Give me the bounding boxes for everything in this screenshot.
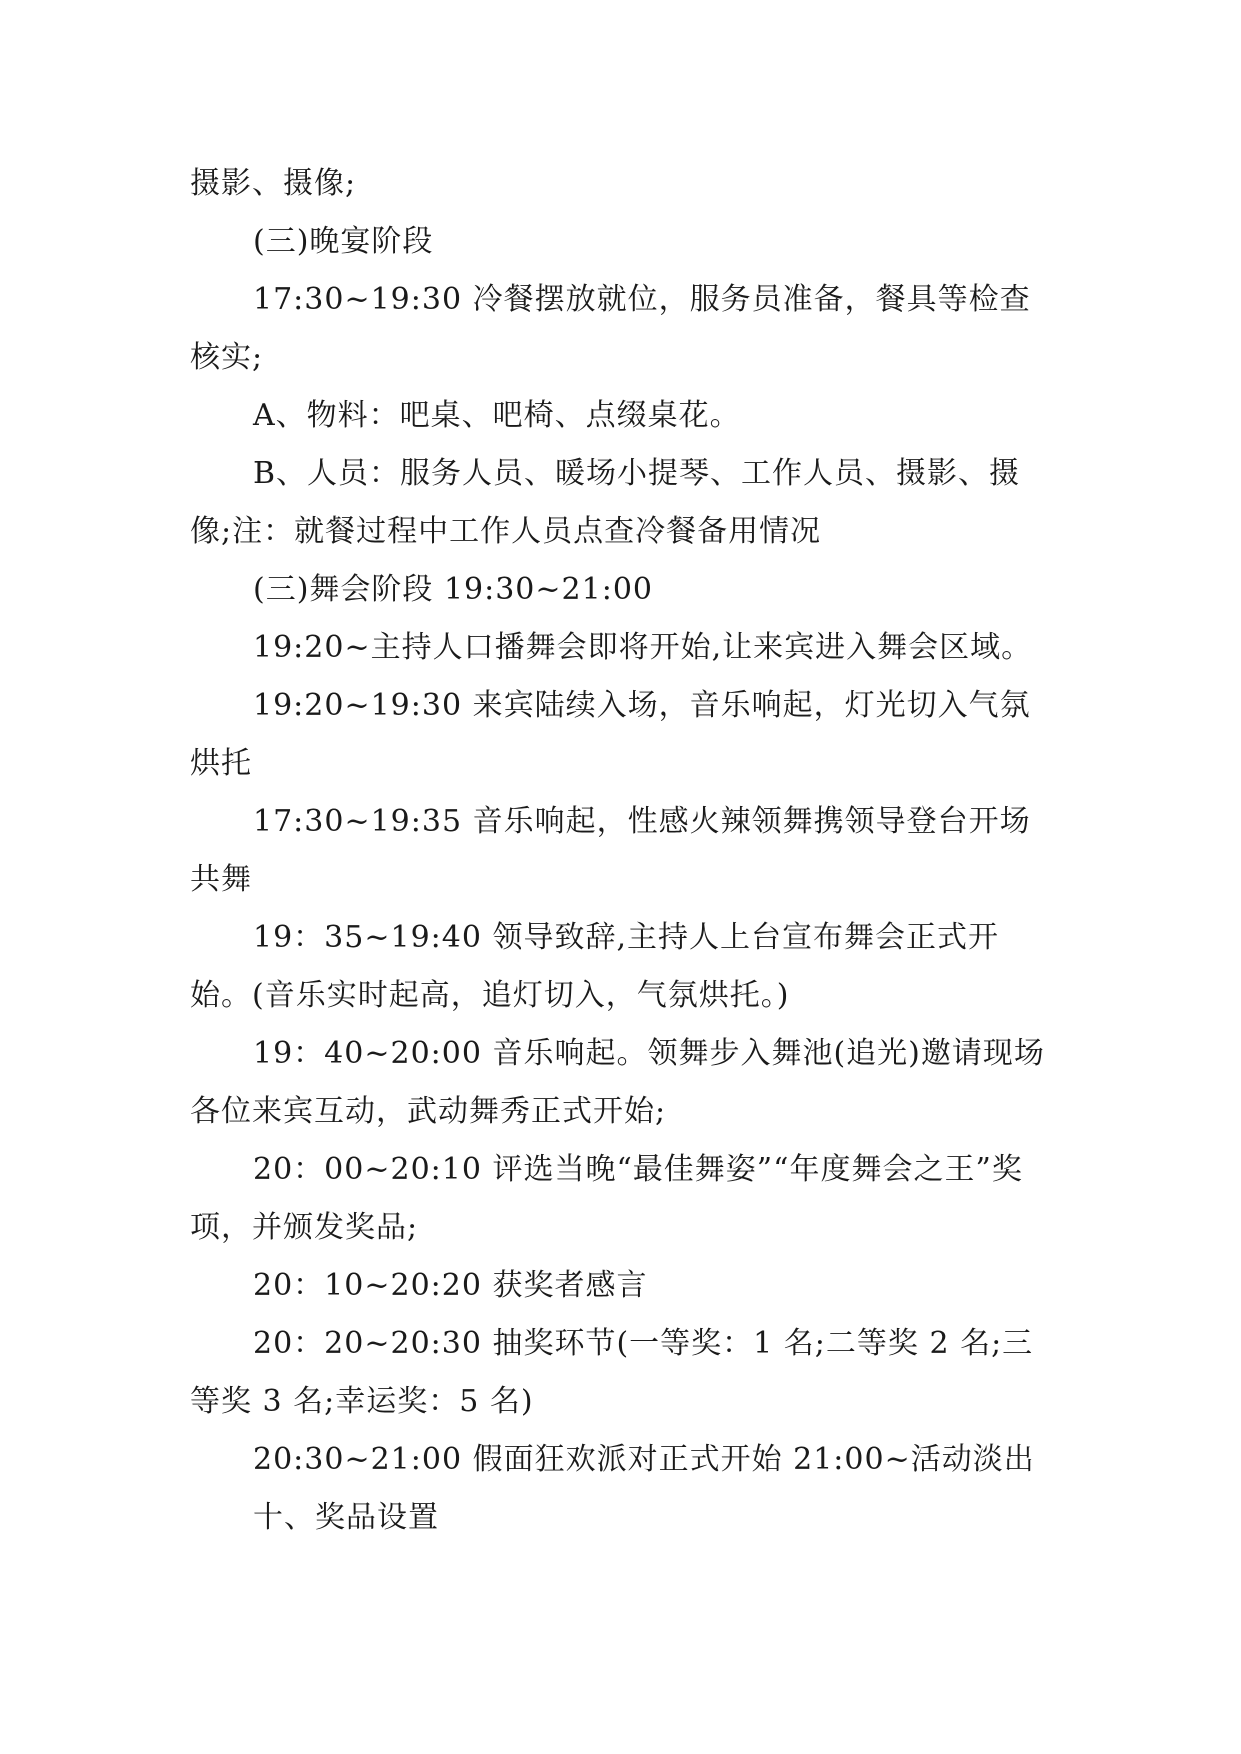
paragraph-host-announce: 19:20~主持人口播舞会即将开始,让来宾进入舞会区域。: [253, 630, 1033, 665]
paragraph-lottery: 20：20~20:30 抽奖环节(一等奖：1 名;二等奖 2 名;三等奖 3 名;幸运奖：5 名): [190, 1326, 1034, 1419]
paragraph-leader-speech: 19：35~19:40 领导致辞,主持人上台宣布舞会正式开始。(音乐实时起高，追灯切入，气氛烘托。): [190, 920, 1000, 1013]
section-heading-dance: (三)舞会阶段 19:30~21:00: [253, 572, 653, 607]
section-heading-prizes: 十、奖品设置: [253, 1500, 439, 1535]
paragraph-awards: 20：00~20:10 评选当晚“最佳舞姿”“年度舞会之王”奖项，并颁发奖品;: [190, 1152, 1023, 1245]
paragraph-continuation: 摄影、摄像;: [190, 166, 357, 201]
paragraph-masquerade: 20:30~21:00 假面狂欢派对正式开始 21:00~活动淡出: [253, 1442, 1035, 1477]
section-heading-banquet: (三)晚宴阶段: [253, 224, 434, 259]
paragraph-winner-speech: 20：10~20:20 获奖者感言: [253, 1268, 648, 1303]
paragraph-guests-enter: 19:20~19:30 来宾陆续入场，音乐响起，灯光切入气氛烘托: [190, 688, 1031, 781]
paragraph-materials: A、物料：吧桌、吧椅、点缀桌花。: [253, 398, 741, 433]
paragraph-banquet-setup: 17:30~19:30 冷餐摆放就位，服务员准备，餐具等检查核实;: [190, 282, 1031, 375]
paragraph-opening-dance: 17:30~19:35 音乐响起，性感火辣领舞携领导登台开场共舞: [190, 804, 1031, 897]
document-body: [190, 155, 1060, 1547]
paragraph-staff: B、人员：服务人员、暖场小提琴、工作人员、摄影、摄像;注：就餐过程中工作人员点查冷餐备用情况: [190, 456, 1021, 549]
paragraph-interaction: 19：40~20:00 音乐响起。领舞步入舞池(追光)邀请现场各位来宾互动，武动舞秀正式开始;: [190, 1036, 1045, 1129]
